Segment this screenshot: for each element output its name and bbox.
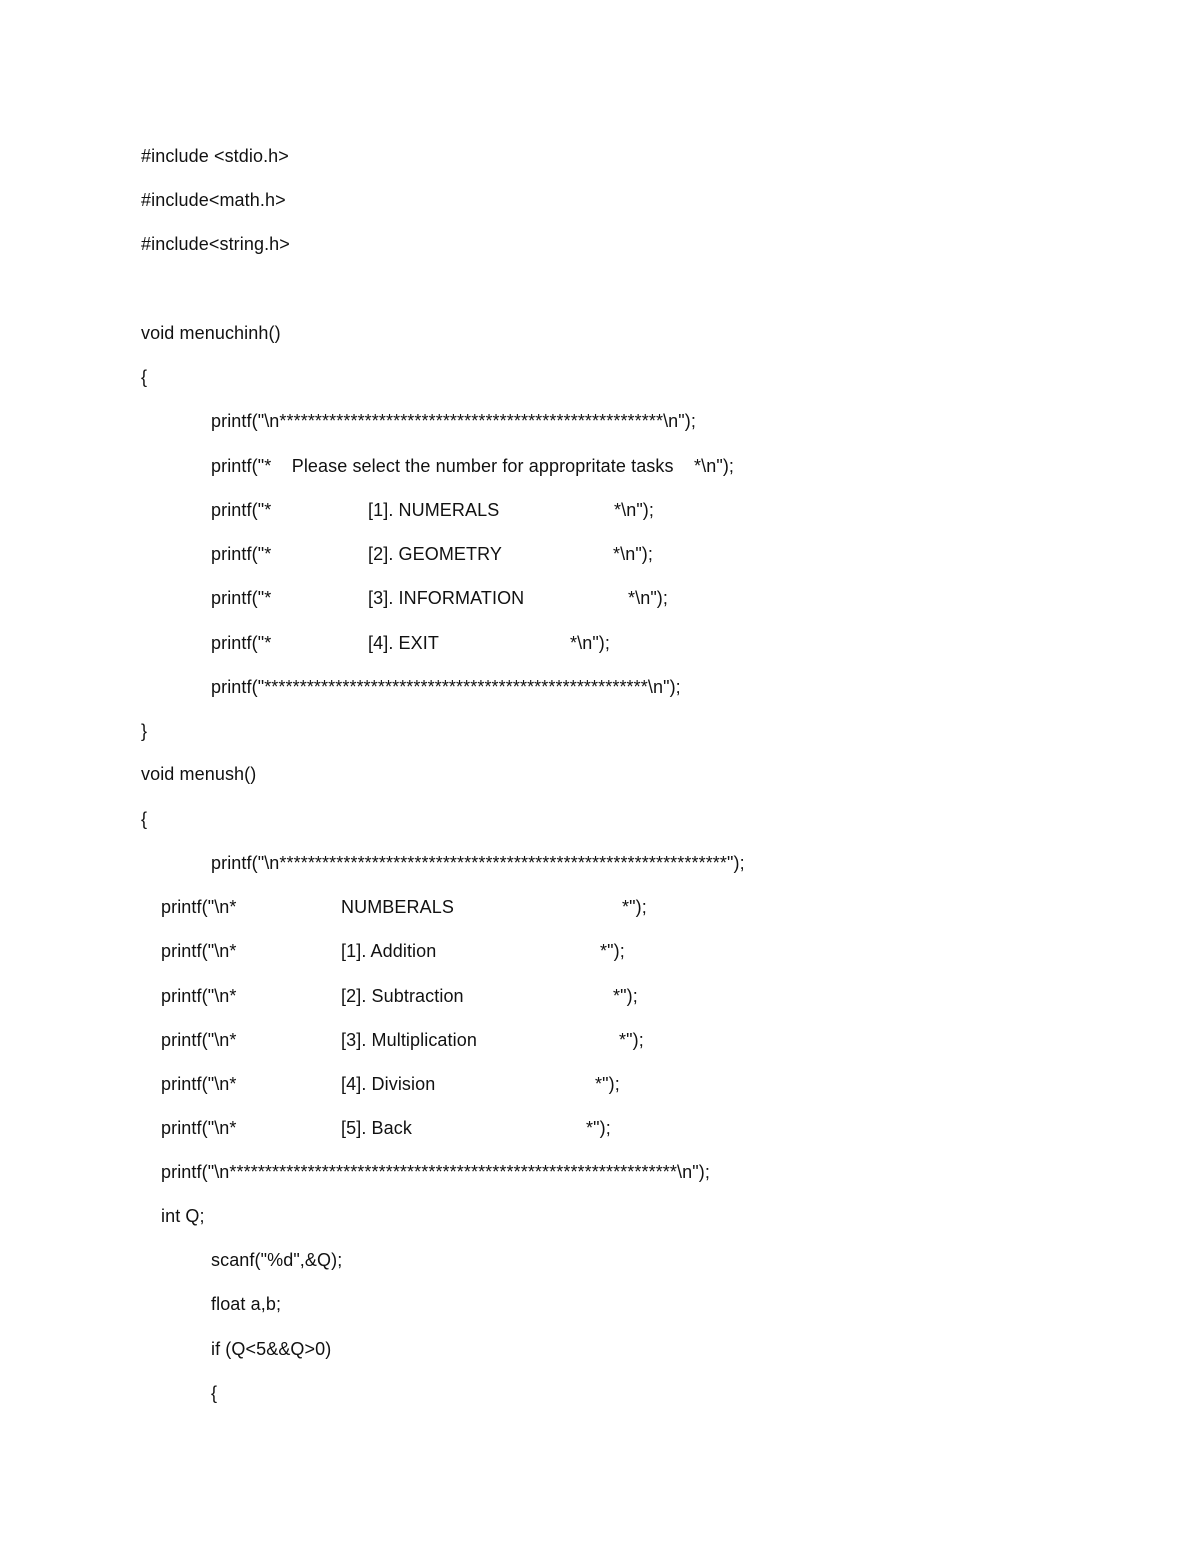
menu-item-label: [1]. Addition: [341, 941, 437, 961]
code-line-include-string: #include<string.h>: [141, 234, 290, 254]
menu-item-label: [1]. NUMERALS: [368, 500, 500, 520]
printf-suffix: *");: [600, 941, 625, 961]
menu-item-label: [3]. Multiplication: [341, 1030, 477, 1050]
code-line-menu-item: [161, 1073, 861, 1095]
printf-suffix: *\n");: [613, 544, 654, 564]
code-line-open-brace: {: [141, 809, 148, 829]
code-line-border-bottom: printf("******************************************************\n");: [211, 677, 681, 697]
menu-item-label: [5]. Back: [341, 1118, 412, 1138]
code-line-if: if (Q<5&&Q>0): [211, 1339, 332, 1359]
printf-suffix: *\n");: [628, 588, 669, 608]
code-line-menu-item: [211, 499, 911, 521]
printf-suffix: *");: [586, 1118, 611, 1138]
printf-prefix: printf("*: [211, 544, 272, 564]
code-line-menu-item: [211, 632, 911, 654]
code-line-open-brace: {: [141, 367, 148, 387]
code-line-border-top: printf("\n***************************************************************");: [211, 853, 745, 873]
code-line-border-bottom: printf("\n***************************************************************\n");: [161, 1162, 710, 1182]
code-line-menu-item: [161, 985, 861, 1007]
code-line-menu-item: [211, 587, 911, 609]
code-line-decl-ab: float a,b;: [211, 1294, 282, 1314]
printf-prefix: printf("*: [211, 633, 272, 653]
printf-suffix: *\n");: [570, 633, 611, 653]
code-line-menu-item: [161, 1117, 861, 1139]
code-line-menu-item: [161, 896, 861, 918]
printf-prefix: printf("\n*: [161, 1030, 237, 1050]
printf-suffix: *");: [595, 1074, 620, 1094]
menu-item-label: [4]. EXIT: [368, 633, 439, 653]
code-line-scanf: scanf("%d",&Q);: [211, 1250, 343, 1270]
printf-suffix: *");: [613, 986, 638, 1006]
menu-item-label: [2]. GEOMETRY: [368, 544, 502, 564]
code-line-decl-q: int Q;: [161, 1206, 205, 1226]
code-line-include-stdio: #include <stdio.h>: [141, 146, 289, 166]
printf-prefix: printf("\n*: [161, 897, 237, 917]
menu-item-label: [2]. Subtraction: [341, 986, 464, 1006]
printf-prefix: printf("\n*: [161, 1074, 237, 1094]
menu-item-label: [4]. Division: [341, 1074, 436, 1094]
code-line-include-math: #include<math.h>: [141, 190, 286, 210]
printf-prefix: printf("\n*: [161, 941, 237, 961]
printf-suffix: *");: [619, 1030, 644, 1050]
printf-suffix: *");: [622, 897, 647, 917]
code-line-menu-item: [161, 940, 861, 962]
code-line-border-top: printf("\n******************************************************\n");: [211, 411, 696, 431]
code-line-close-brace: }: [141, 721, 148, 741]
code-line-menu-item: [161, 1029, 861, 1051]
code-line-menush-signature: void menush(): [141, 764, 257, 784]
printf-prefix: printf("\n*: [161, 986, 237, 1006]
code-line-title: printf("* Please select the number for appropritate tasks *\n");: [211, 456, 735, 476]
code-line-open-brace: {: [211, 1383, 218, 1403]
code-line-menuchinh-signature: void menuchinh(): [141, 323, 281, 343]
printf-suffix: *\n");: [614, 500, 655, 520]
code-line-menu-item: [211, 543, 911, 565]
menu-item-label: NUMBERALS: [341, 897, 454, 917]
printf-prefix: printf("*: [211, 588, 272, 608]
menu-item-label: [3]. INFORMATION: [368, 588, 525, 608]
printf-prefix: printf("*: [211, 500, 272, 520]
printf-prefix: printf("\n*: [161, 1118, 237, 1138]
